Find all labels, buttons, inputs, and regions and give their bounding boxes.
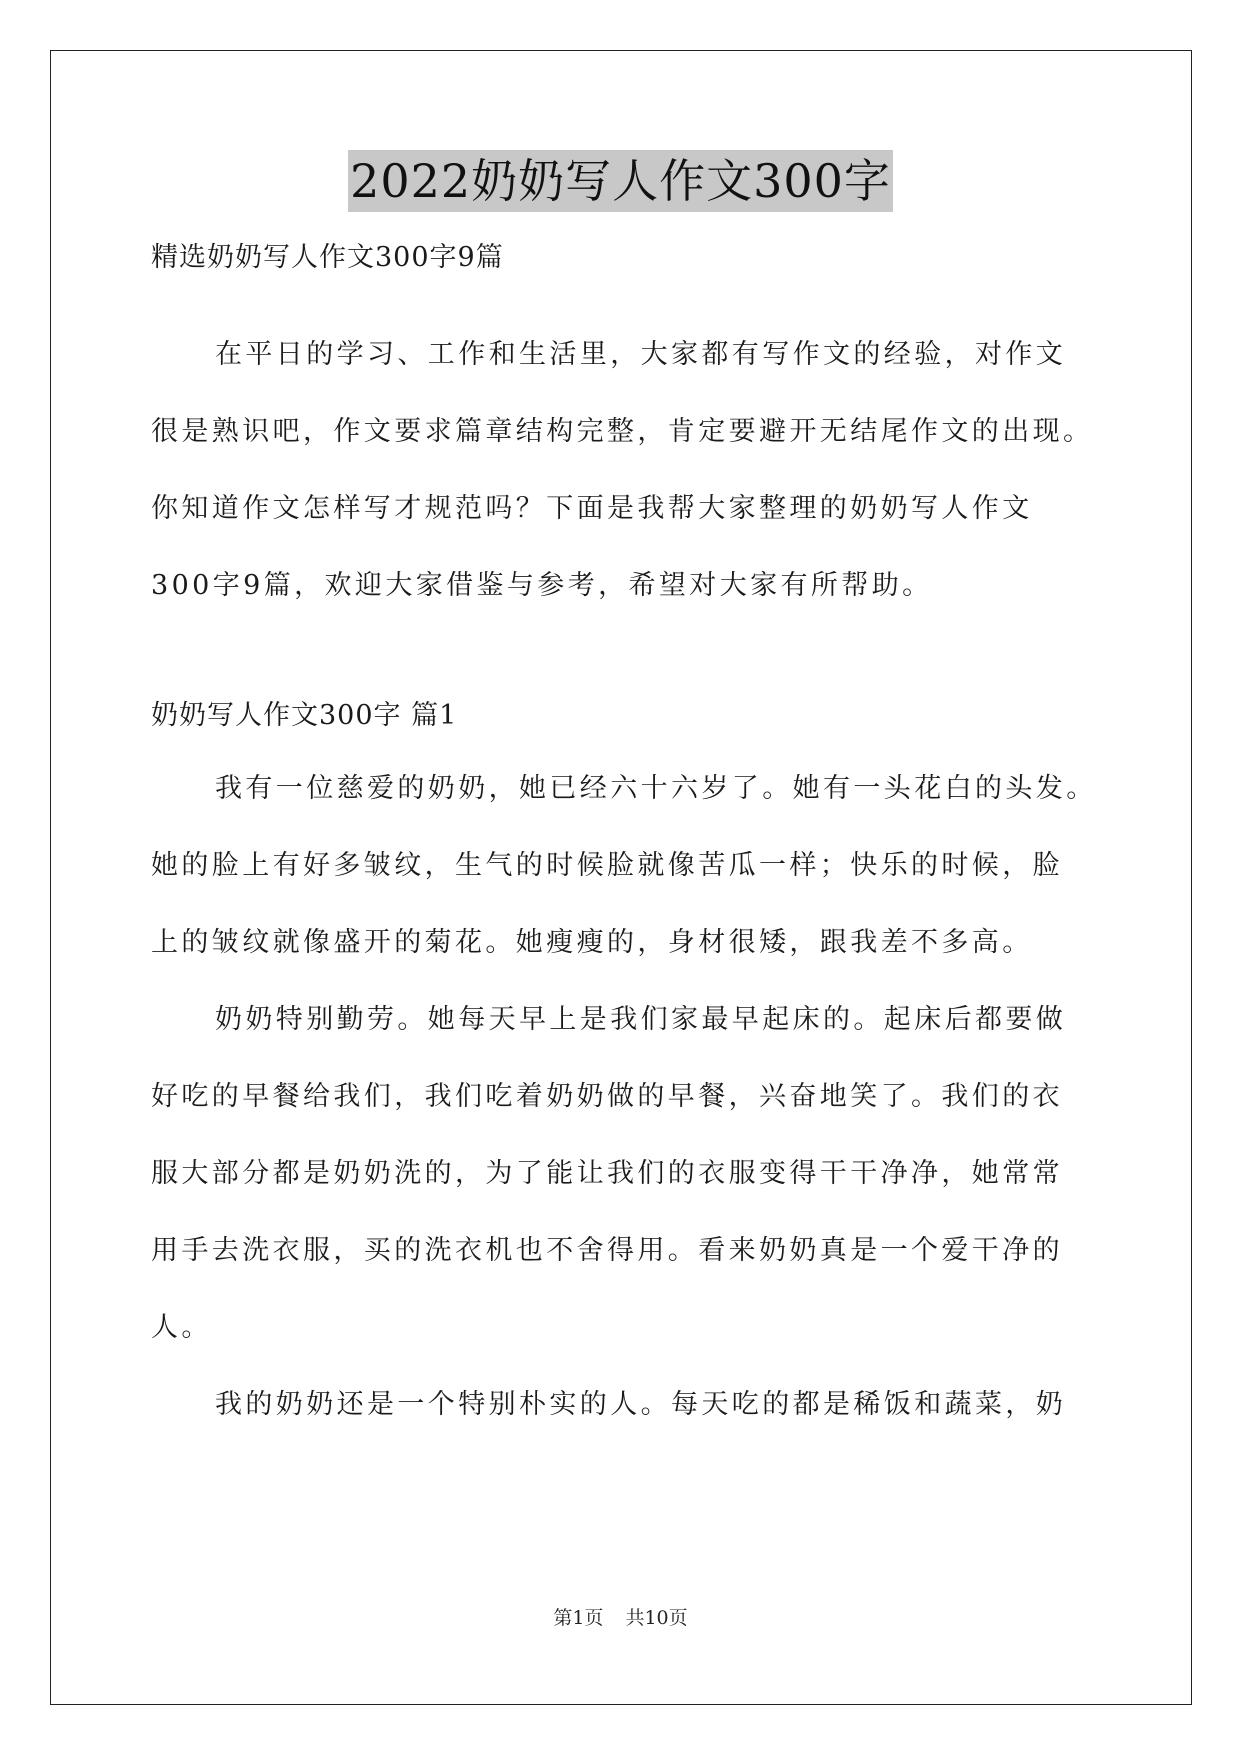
text-line: 人。 bbox=[151, 1312, 212, 1343]
text-line: 很是熟识吧，作文要求篇章结构完整，肯定要避开无结尾作文的出现。 bbox=[151, 416, 1094, 447]
text-line: 你知道作文怎样写才规范吗？下面是我帮大家整理的奶奶写人作文 bbox=[151, 493, 1033, 524]
title-area bbox=[0, 150, 1241, 212]
text-line: 上的皱纹就像盛开的菊花。她瘦瘦的，身材很矮，跟我差不多高。 bbox=[151, 927, 1033, 958]
text-line: 300字9篇，欢迎大家借鉴与参考，希望对大家有所帮助。 bbox=[151, 570, 933, 601]
text-line: 她的脸上有好多皱纹，生气的时候脸就像苦瓜一样；快乐的时候，脸 bbox=[151, 850, 1063, 881]
text-line: 服大部分都是奶奶洗的，为了能让我们的衣服变得干干净净，她常常 bbox=[151, 1158, 1063, 1189]
text-line: 用手去洗衣服，买的洗衣机也不舍得用。看来奶奶真是一个爱干净的 bbox=[151, 1235, 1063, 1266]
text-line: 好吃的早餐给我们，我们吃着奶奶做的早餐，兴奋地笑了。我们的衣 bbox=[151, 1081, 1063, 1112]
paragraph-3 bbox=[151, 1366, 1091, 1443]
section-heading: 奶奶写人作文300字 篇1 bbox=[151, 700, 458, 731]
page-total: 共10页 bbox=[625, 1607, 688, 1629]
paragraph-1 bbox=[151, 750, 1097, 981]
intro-paragraph bbox=[151, 316, 1094, 624]
document-subtitle: 精选奶奶写人作文300字9篇 bbox=[151, 242, 504, 273]
page-number: 第1页 bbox=[553, 1607, 604, 1629]
text-line: 我的奶奶还是一个特别朴实的人。每天吃的都是稀饭和蔬菜，奶 bbox=[215, 1389, 1067, 1420]
document-title: 2022奶奶写人作文300字 bbox=[348, 150, 893, 212]
document-body bbox=[151, 238, 1097, 1443]
text-line: 我有一位慈爱的奶奶，她已经六十六岁了。她有一头花白的头发。 bbox=[215, 773, 1097, 804]
paragraph-2 bbox=[151, 981, 1091, 1366]
text-line: 奶奶特别勤劳。她每天早上是我们家最早起床的。起床后都要做 bbox=[215, 1004, 1067, 1035]
page-footer bbox=[0, 1606, 1241, 1630]
text-line: 在平日的学习、工作和生活里，大家都有写作文的经验，对作文 bbox=[215, 339, 1067, 370]
